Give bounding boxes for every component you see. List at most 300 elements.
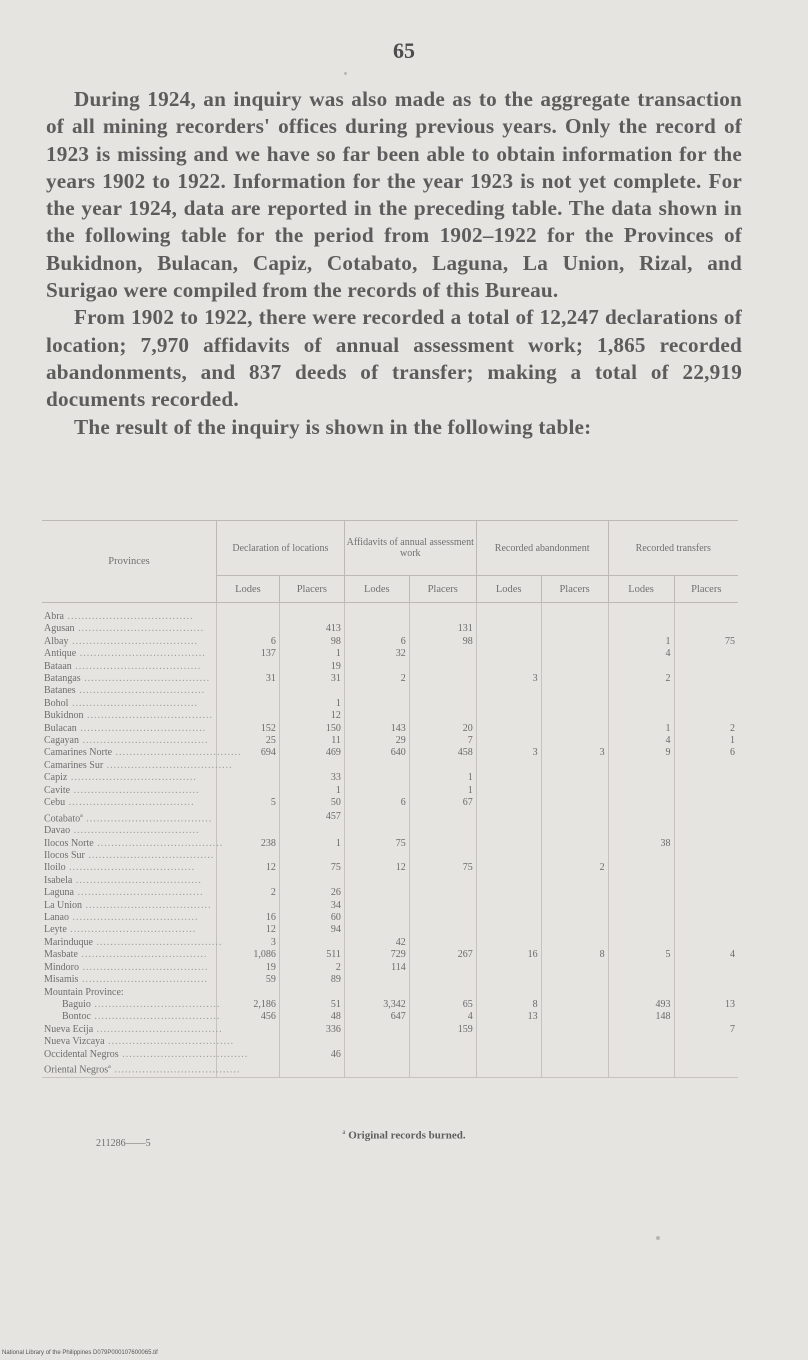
value-cell [217, 685, 280, 697]
value-cell: 3 [541, 747, 608, 759]
value-cell [344, 974, 409, 986]
value-cell: 75 [409, 862, 476, 874]
value-cell: 38 [608, 838, 674, 850]
value-cell [541, 810, 608, 826]
table-row [42, 785, 738, 797]
value-cell [279, 850, 344, 862]
value-cell [344, 924, 409, 936]
value-cell: 26 [279, 887, 344, 899]
value-cell: 75 [279, 862, 344, 874]
value-cell [344, 1036, 409, 1048]
value-cell [476, 710, 541, 722]
value-cell [344, 1061, 409, 1077]
value-cell [608, 937, 674, 949]
value-cell [476, 723, 541, 735]
dot-leader: .................................... [75, 685, 206, 697]
value-cell: 51 [279, 999, 344, 1011]
value-cell [476, 685, 541, 697]
value-cell: 65 [409, 999, 476, 1011]
dot-leader: .................................... [112, 747, 242, 759]
value-cell: 9 [608, 747, 674, 759]
value-cell: 98 [279, 636, 344, 648]
page-number: 65 [393, 38, 415, 63]
mining-records-table [42, 520, 738, 1078]
value-cell [476, 772, 541, 784]
value-cell [674, 1061, 738, 1077]
column-group-affidavits: Affidavits of annual assessment work [344, 521, 476, 576]
value-cell: 640 [344, 747, 409, 759]
value-cell: 694 [217, 747, 280, 759]
dot-leader: .................................... [66, 924, 197, 936]
value-cell [674, 1036, 738, 1048]
column-header-lodes: Lodes [608, 576, 674, 603]
value-cell [608, 785, 674, 797]
province-name: Agusan [44, 623, 75, 635]
value-cell [476, 648, 541, 660]
province-name: Oriental Negros [44, 1064, 109, 1076]
column-header-lodes: Lodes [344, 576, 409, 603]
table-row [42, 673, 738, 685]
dot-leader: .................................... [68, 635, 198, 647]
province-name: Batanes [44, 685, 76, 697]
value-cell: 11 [279, 735, 344, 747]
value-cell [541, 797, 608, 809]
value-cell: 89 [279, 974, 344, 986]
value-cell [409, 603, 476, 624]
value-cell [344, 912, 409, 924]
column-header-placers: Placers [674, 576, 738, 603]
province-name: Camarines Sur [44, 759, 104, 771]
table-row [42, 974, 738, 986]
value-cell: 59 [217, 974, 280, 986]
province-name: Lanao [44, 912, 69, 924]
province-cell [42, 837, 224, 850]
value-cell: 60 [279, 912, 344, 924]
value-cell [344, 685, 409, 697]
table-row [42, 661, 738, 673]
value-cell [608, 685, 674, 697]
value-cell [541, 887, 608, 899]
value-cell [409, 1049, 476, 1061]
value-cell: 2 [674, 723, 738, 735]
value-cell [344, 772, 409, 784]
value-cell [279, 937, 344, 949]
value-cell [674, 603, 738, 624]
value-cell [409, 974, 476, 986]
table-row [42, 772, 738, 784]
footnote-mark: a [342, 1128, 346, 1136]
province-name: Nueva Vizcaya [44, 1036, 105, 1048]
value-cell: 159 [409, 1024, 476, 1036]
province-name: Antique [44, 648, 77, 660]
value-cell [674, 974, 738, 986]
province-name: Ilocos Sur [44, 850, 85, 862]
value-cell [217, 825, 280, 837]
value-cell: 31 [279, 673, 344, 685]
dot-leader: .................................... [83, 710, 213, 722]
value-cell [344, 760, 409, 772]
value-cell: 98 [409, 636, 476, 648]
value-cell [674, 912, 738, 924]
value-cell [279, 875, 344, 887]
province-name: Camarines Norte [44, 747, 113, 759]
province-cell [42, 636, 217, 648]
value-cell [217, 900, 280, 912]
value-cell [541, 623, 608, 635]
value-cell: 1 [674, 735, 738, 747]
value-cell: 13 [476, 1011, 541, 1023]
value-cell: 19 [217, 962, 280, 974]
province-name: Ilocos Norte [44, 837, 94, 849]
value-cell [674, 1049, 738, 1061]
dot-leader: .................................... [64, 611, 194, 622]
value-cell: 12 [279, 710, 344, 722]
value-cell: 148 [608, 1011, 674, 1023]
value-cell [409, 937, 476, 949]
value-cell: 267 [409, 949, 476, 961]
province-name: Nueva Ecija [44, 1023, 94, 1035]
table-row [42, 747, 738, 759]
value-cell: 16 [476, 949, 541, 961]
value-cell [608, 912, 674, 924]
value-cell: 67 [409, 797, 476, 809]
dot-leader: .................................... [104, 1036, 235, 1048]
value-cell [476, 785, 541, 797]
value-cell [674, 661, 738, 673]
dot-leader: .................................... [79, 961, 209, 973]
value-cell [409, 838, 476, 850]
value-cell [344, 887, 409, 899]
province-cell [42, 850, 217, 862]
value-cell [674, 924, 738, 936]
value-cell [541, 912, 608, 924]
value-cell [541, 838, 608, 850]
value-cell [541, 760, 608, 772]
value-cell: 5 [217, 797, 280, 809]
value-cell [217, 603, 280, 624]
dot-leader: .................................... [79, 735, 209, 747]
province-cell [42, 710, 217, 722]
value-cell [674, 623, 738, 635]
value-cell: 4 [674, 949, 738, 961]
table-body [42, 603, 738, 1078]
value-cell: 13 [674, 999, 738, 1011]
province-name: Mindoro [44, 961, 79, 973]
dot-leader: .................................... [78, 974, 208, 986]
value-cell [217, 875, 280, 887]
table-row [42, 1036, 738, 1048]
province-cell [42, 924, 217, 936]
value-cell: 458 [409, 747, 476, 759]
value-cell [279, 760, 344, 772]
value-cell [476, 810, 541, 826]
table-row [42, 797, 738, 809]
value-cell [476, 987, 541, 999]
value-cell [674, 673, 738, 685]
province-cell [42, 1036, 235, 1048]
province-name: Bontoc [62, 1011, 91, 1023]
dot-leader: .................................... [67, 772, 197, 784]
value-cell [608, 760, 674, 772]
value-cell [476, 900, 541, 912]
value-cell [344, 825, 409, 837]
value-cell [344, 623, 409, 635]
value-cell: 238 [217, 838, 280, 850]
province-name: Iloilo [44, 862, 66, 874]
province-cell [42, 723, 217, 735]
value-cell [541, 1061, 608, 1077]
dot-leader: .................................... [110, 1064, 241, 1076]
province-name: Leyte [44, 924, 67, 936]
value-cell [279, 987, 344, 999]
province-cell [42, 962, 217, 974]
province-cell [42, 810, 217, 826]
value-cell: 2 [608, 673, 674, 685]
value-cell [217, 772, 280, 784]
value-cell: 12 [217, 924, 280, 936]
province-name: Cotabato [44, 812, 81, 824]
value-cell: 3 [476, 747, 541, 759]
value-cell [674, 838, 738, 850]
value-cell: 3,342 [344, 999, 409, 1011]
value-cell [476, 698, 541, 710]
value-cell [674, 648, 738, 660]
value-cell [476, 1024, 541, 1036]
value-cell: 469 [279, 747, 344, 759]
value-cell: 19 [279, 661, 344, 673]
province-cell [42, 648, 217, 660]
column-header-placers: Placers [279, 576, 344, 603]
province-cell [42, 949, 217, 961]
table-row [42, 685, 738, 697]
value-cell: 456 [217, 1011, 280, 1023]
value-cell [476, 1061, 541, 1077]
value-cell [674, 710, 738, 722]
table-row [42, 862, 738, 874]
value-cell [608, 1049, 674, 1061]
value-cell [541, 974, 608, 986]
province-cell [42, 759, 233, 772]
table-row [42, 1024, 738, 1036]
dot-leader: .................................... [65, 797, 195, 809]
value-cell [541, 785, 608, 797]
value-cell [541, 1024, 608, 1036]
dot-leader: .................................... [70, 825, 200, 837]
value-cell: 647 [344, 1011, 409, 1023]
table-row [42, 710, 738, 722]
value-cell [608, 825, 674, 837]
province-name: Misamis [44, 974, 79, 986]
value-cell: 1 [279, 785, 344, 797]
value-cell [409, 698, 476, 710]
province-cell [42, 912, 217, 924]
table-row [42, 887, 738, 899]
value-cell: 336 [279, 1024, 344, 1036]
value-cell [674, 825, 738, 837]
table-row [42, 987, 738, 999]
value-cell: 4 [409, 1011, 476, 1023]
body-text [46, 86, 742, 441]
value-cell [674, 987, 738, 999]
province-cell [42, 603, 217, 624]
value-cell [608, 862, 674, 874]
value-cell [674, 760, 738, 772]
value-cell [409, 710, 476, 722]
value-cell [608, 623, 674, 635]
dot-leader: .................................... [74, 623, 205, 635]
dot-leader: .................................... [72, 874, 202, 886]
value-cell [541, 825, 608, 837]
province-cell [42, 747, 242, 759]
province-cell [42, 936, 223, 949]
value-cell [541, 636, 608, 648]
value-cell [344, 810, 409, 826]
value-cell [476, 1036, 541, 1048]
value-cell [674, 797, 738, 809]
value-cell [541, 962, 608, 974]
value-cell [217, 785, 280, 797]
value-cell [409, 924, 476, 936]
value-cell [476, 862, 541, 874]
value-cell: 33 [279, 772, 344, 784]
province-name: Cagayan [44, 735, 79, 747]
value-cell: 2 [279, 962, 344, 974]
value-cell [476, 962, 541, 974]
value-cell: 7 [409, 735, 476, 747]
table-row [42, 912, 738, 924]
dot-leader: .................................... [93, 837, 224, 849]
province-name: Mountain Province: [44, 986, 124, 998]
value-cell [409, 648, 476, 660]
value-cell: 7 [674, 1024, 738, 1036]
table-row [42, 1061, 738, 1077]
value-cell [476, 1049, 541, 1061]
value-cell [674, 810, 738, 826]
value-cell [608, 603, 674, 624]
value-cell [476, 797, 541, 809]
value-cell [674, 875, 738, 887]
value-cell: 3 [476, 673, 541, 685]
province-cell [42, 862, 217, 874]
province-name: La Union [44, 899, 83, 911]
value-cell [608, 887, 674, 899]
paragraph-totals: From 1902 to 1922, there were recorded a total of 12,247 declarations of location; 7,970 affidavits of annual assessment work; 1,865 recorded abandonments, and 837 deeds of transfer; making a total of 22,919 documents recorded. [46, 305, 742, 412]
table-row [42, 636, 738, 648]
province-cell [42, 998, 221, 1011]
value-cell [217, 623, 280, 635]
province-name: Laguna [44, 887, 74, 899]
value-cell [541, 723, 608, 735]
value-cell: 2,186 [217, 999, 280, 1011]
value-cell: 25 [217, 735, 280, 747]
value-cell [409, 887, 476, 899]
value-cell [217, 850, 280, 862]
table-row [42, 825, 738, 837]
table-row [42, 949, 738, 961]
province-cell [42, 772, 217, 784]
value-cell: 4 [608, 648, 674, 660]
dot-leader: .................................... [68, 697, 198, 709]
province-cell [42, 623, 217, 635]
province-cell [42, 1023, 223, 1036]
value-cell [217, 1024, 280, 1036]
column-group-transfers: Recorded transfers [608, 521, 738, 576]
value-cell [674, 962, 738, 974]
value-cell [541, 710, 608, 722]
province-name: Cavite [44, 784, 71, 796]
value-cell [608, 710, 674, 722]
province-name: Batangas [44, 673, 81, 685]
province-cell [42, 735, 217, 747]
dot-leader: .................................... [93, 1023, 223, 1035]
print-code: 211286——5 [96, 1138, 151, 1149]
paragraph-table-intro: The result of the inquiry is shown in the following table: [74, 414, 592, 439]
table-row [42, 999, 738, 1011]
dot-leader: .................................... [76, 648, 206, 660]
province-cell [42, 661, 217, 673]
value-cell: 511 [279, 949, 344, 961]
value-cell [541, 1049, 608, 1061]
value-cell [674, 685, 738, 697]
value-cell: 150 [279, 723, 344, 735]
value-cell [541, 850, 608, 862]
value-cell [476, 623, 541, 635]
province-cell [42, 875, 217, 887]
value-cell [476, 735, 541, 747]
value-cell: 6 [674, 747, 738, 759]
column-group-abandonment: Recorded abandonment [476, 521, 608, 576]
dot-leader: .................................... [71, 660, 202, 672]
province-name: Occidental Negros [44, 1048, 119, 1060]
value-cell [476, 924, 541, 936]
province-cell [42, 987, 217, 999]
table-row [42, 937, 738, 949]
column-header-lodes: Lodes [476, 576, 541, 603]
value-cell: 31 [217, 673, 280, 685]
value-cell [217, 661, 280, 673]
value-cell [541, 698, 608, 710]
value-cell [344, 661, 409, 673]
value-cell [344, 710, 409, 722]
table-row [42, 810, 738, 826]
value-cell [608, 772, 674, 784]
dot-leader: .................................... [82, 899, 212, 911]
province-cell [42, 673, 217, 685]
column-header-placers: Placers [409, 576, 476, 603]
value-cell: 34 [279, 900, 344, 912]
value-cell [409, 1036, 476, 1048]
value-cell [608, 1036, 674, 1048]
value-cell [476, 661, 541, 673]
dot-leader: .................................... [76, 722, 207, 734]
footnote-reference: a [80, 812, 83, 819]
dot-leader: .................................... [65, 862, 196, 874]
province-cell [42, 1011, 221, 1023]
value-cell [674, 1011, 738, 1023]
value-cell [541, 735, 608, 747]
value-cell [674, 698, 738, 710]
value-cell: 1,086 [217, 949, 280, 961]
value-cell [344, 1024, 409, 1036]
paragraph-inquiry: During 1924, an inquiry was also made as to the aggregate transaction of all mining recorders' offices during previous years. Only the record of 1923 is missing and we have so far been able to obtain information for the years 1902 to 1922. Information for the year 1923 is not yet complete. For the year 1924, data are reported in the preceding table. The data shown in the following table for the period from 1902–1922 for the Provinces of Bukidnon, Bulacan, Capiz, Cotabato, Laguna, La Union, Rizal, and Surigao were compiled from the records of this Bureau. [46, 87, 742, 303]
dot-leader: .................................... [69, 912, 199, 924]
value-cell [476, 887, 541, 899]
value-cell: 46 [279, 1049, 344, 1061]
value-cell [476, 636, 541, 648]
value-cell [344, 850, 409, 862]
value-cell [541, 661, 608, 673]
province-cell [42, 685, 217, 697]
